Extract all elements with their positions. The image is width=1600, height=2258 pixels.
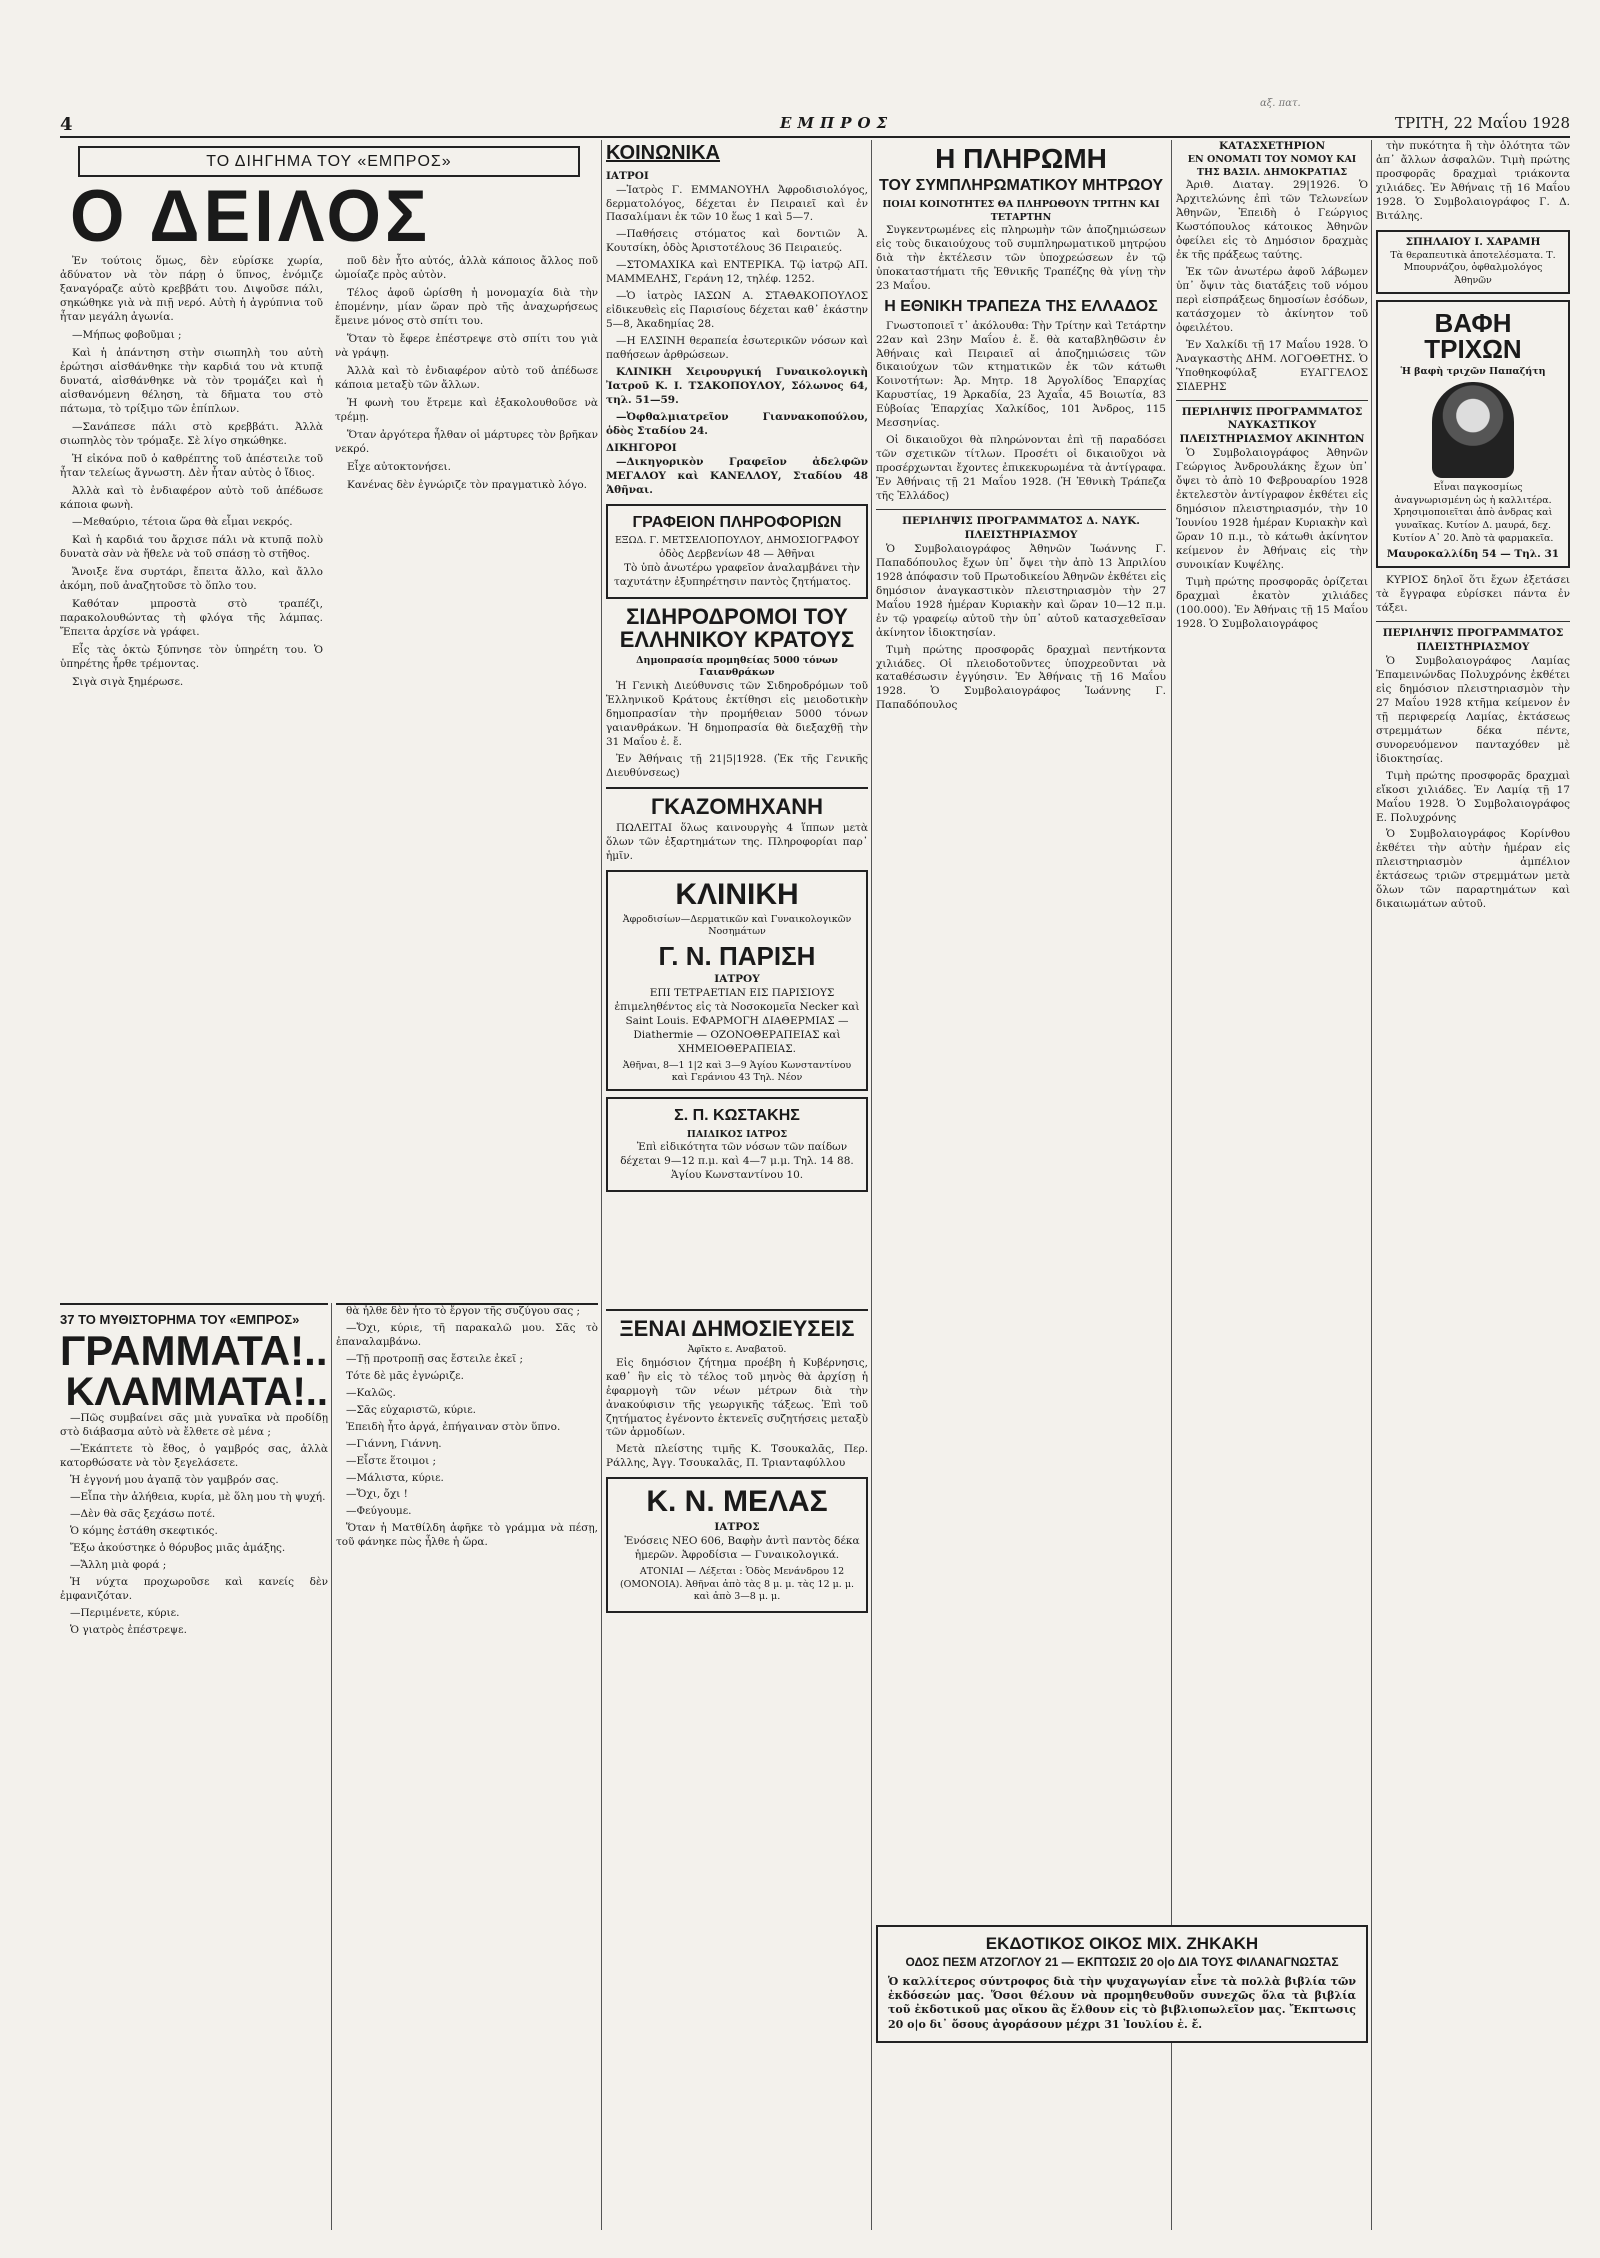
serial-paragraph: —Ὄχι, ὄχι ! <box>346 1488 408 1501</box>
paper-name: ΕΜΠΡΟΣ <box>780 114 894 132</box>
story-paragraph: Καὶ ἡ καρδιά του ἄρχισε πάλι νὰ κτυπᾷ πολὺ δυνατὰ σὰν νὰ ἤθελε νὰ τοῦ σπάσῃ τὸ στῆθος. <box>60 534 323 561</box>
serial-paragraph: Ἔξω ἀκούστηκε ὁ θόρυβος μιᾶς ἁμάξης. <box>70 1541 286 1554</box>
notice-text: ΚΥΡΙΟΣ δηλοῖ ὅτι ἔχων ἐξετάσει τὰ ἔγγραφα εὐρίσκει πάντα ἐν τάξει. <box>1376 574 1570 615</box>
hair-dye-ad <box>1376 300 1570 569</box>
story-paragraph: Σιγὰ σιγὰ ξημέρωσε. <box>72 676 184 688</box>
seizure-heading: ΚΑΤΑΣΧΕΤΗΡΙΟΝ <box>1218 140 1326 152</box>
story-rubric: ΤΟ ΔΙΗΓΗΜΑ ΤΟΥ «ΕΜΠΡΟΣ» <box>78 146 580 177</box>
serial-header: 37 ΤΟ ΜΥΘΙΣΤΟΡΗΜΑ ΤΟΥ «ΕΜΠΡΟΣ» <box>60 1312 300 1327</box>
payment-sub: ΠΟΙΑΙ ΚΟΙΝΟΤΗΤΕΣ ΘΑ ΠΛΗΡΩΘΟΥΝ ΤΡΙΤΗΝ ΚΑΙ ΤΕΤΑΡΤΗΝ <box>882 198 1160 223</box>
divider <box>876 509 1166 510</box>
clinic-address: Ἀθῆναι, 8—1 1|2 καὶ 3—9 Ἁγίου Κωνσταντίνου καὶ Γεράνιου 43 Τηλ. Νέον <box>622 1059 852 1084</box>
serial-title-line2: ΚΛΑΜΜΑΤΑ!.. <box>65 1370 328 1415</box>
seizure-text: Ἀριθ. Διαταγ. 29|1926. Ὁ Ἀρχιτελώνης ἐπὶ τῶν Τελωνείων Ἀθηνῶν, Ἐπειδὴ ὁ Γεώργιος Κωστόπουλος κάτοικος Ἀθηνῶν ὀφείλει εἰς τὸ Δημόσιον δραχμὰς ἐκ τῆς πράξεως ταύτης. <box>1176 179 1368 261</box>
divider <box>1376 621 1570 622</box>
classified-item: —Ὀφθαλμιατρεῖον Γιαννακοπούλου, ὁδὸς Σταδίου 24. <box>606 410 868 437</box>
column-seizure <box>1176 140 1368 1920</box>
auction-text: Τιμὴ πρώτης προσφορᾶς δραχμαὶ εἴκοσι χιλιάδες. Ἐν Λαμίᾳ τῇ 17 Μαΐου 1928. Ὁ Συμβολαιογράφος Ε. Πολυχρόνης <box>1376 769 1570 824</box>
pediatrician-name: Σ. Π. ΚΩΣΤΑΚΗΣ <box>674 1106 800 1124</box>
short-story <box>60 140 598 1300</box>
column-rule <box>1371 140 1372 2230</box>
melas-text: Ἐνόσεις ΝΕΟ 606, Βαφὴν ἀντὶ παντὸς δέκα ἡμερῶν. Ἀφροδίσια — Γυναικολογικά. <box>624 1535 860 1562</box>
serial-paragraph: —Περιμένετε, κύριε. <box>70 1606 180 1619</box>
publisher-title: ΕΚΔΟΤΙΚΟΣ ΟΙΚΟΣ ΜΙΧ. ΖΗΚΑΚΗ <box>985 1934 1259 1953</box>
info-office-ad <box>606 504 868 599</box>
auction-notice-text: Ὁ Συμβολαιογράφος Ἀθηνῶν Ἰωάννης Γ. Παπαδόπουλος ἔχων ὑπ᾿ ὄψει τὴν ἀπὸ 13 Ἀπριλίου 1928 ἀπόφασιν τοῦ Πρωτοδικείου Ἀθηνῶν ἐκθέτει εἰς δημόσιον ἀναγκαστικὸν πλειστηριασμὸν τὴν 27 Μαΐου 1928 ἡμέραν Κυριακὴν καὶ ὥραν 10—12 π.μ. ἐν τῷ γραφείῳ αὐτοῦ τὴν ὑπ᾿ αὐτοῦ κατασχεθεῖσαν ἀκίνητον ἰδιοκτησίαν. <box>876 542 1166 639</box>
serial-paragraph: —Σᾶς εὐχαριστῶ, κύριε. <box>346 1403 477 1416</box>
auction-text: Τιμὴ πρώτης προσφορᾶς ὁρίζεται δραχμαὶ ἑκατὸν χιλιάδες (100.000). Ἐν Ἀθήναις τῇ 15 Μαΐου 1928. Ὁ Συμβολαιογράφος <box>1176 575 1368 630</box>
cave-ad <box>1376 230 1570 294</box>
seizure-sub: ΕΝ ΟΝΟΜΑΤΙ ΤΟΥ ΝΟΜΟΥ ΚΑΙ ΤΗΣ ΒΑΣΙΛ. ΔΗΜΟΚΡΑΤΙΑΣ <box>1187 153 1357 178</box>
pediatrician-ad <box>606 1097 868 1192</box>
classified-item: —ΣΤΟΜΑΧΙΚΑ καὶ ΕΝΤΕΡΙΚΑ. Τῷ ἰατρῷ ΑΠ. ΜΑΜΜΕΛΗΣ, Γεράνη 12, τηλέφ. 1252. <box>606 259 868 286</box>
story-paragraph: Εἶς τὰς ὀκτὼ ξύπνησε τὸν ὑπηρέτη του. Ὁ ὑπηρέτης ἦρθε τρέμοντας. <box>60 644 323 671</box>
story-paragraph: Εἶχε αὐτοκτονήσει. <box>347 460 451 473</box>
serial-paragraph: Τότε δὲ μᾶς ἐγνώριζε. <box>346 1369 464 1382</box>
story-paragraph: Ἐν τούτοις ὅμως, δὲν εὑρίσκε χωρία, ἀδύνατον νὰ τὸν πάρῃ ὁ ὕπνος, ἐνόμιζε ξαναγόραζε αὐτὸ κρεββάτι του. Διψοῦσε πάλι, σηκώθηκε γιὰ νὰ πιῇ νερό. Αὐτὴ ἡ ἀγρύπνια τοῦ ἦταν μεγάλη ἀγωνία. <box>60 255 323 324</box>
auction-heading: ΠΕΡΙΛΗΨΙΣ ΠΡΟΓΡΑΜΜΑΤΟΣ ΝΑΥΚΑΣΤΙΚΟΥ ΠΛΕΙΣΤΗΡΙΑΣΜΟΥ ΑΚΙΝΗΤΩΝ <box>1179 405 1365 446</box>
classified-item: —Η ΕΛΣΙΝΗ θεραπεία ἐσωτερικῶν νόσων καὶ παθήσεων ἀρθρώσεων. <box>606 335 868 362</box>
hair-dye-text: Εἶναι παγκοσμίως ἀναγνωρισμένη ὡς ἡ καλλιτέρα. Χρησιμοποιεῖται ἀπὸ ἀνδρας καὶ γυναῖκας. Κυτίον Δ. μαυρά, δεχ. Κυτίον Α᾿ 20. Ἀπὸ τὰ φαρμακεῖα. <box>1392 482 1554 544</box>
column-rule <box>871 140 872 2230</box>
divider <box>606 787 868 789</box>
foreign-heading: ΞΕΝΑΙ ΔΗΜΟΣΙΕΥΣΕΙΣ <box>619 1316 855 1341</box>
railways-sign: Ἐν Ἀθήναις τῇ 21|5|1928. (Ἐκ τῆς Γενικῆς Διευθύνσεως) <box>606 752 868 779</box>
cave-heading: ΣΠΗΛΑΙΟΥ Ι. ΧΑΡΑΜΗ <box>1405 235 1541 248</box>
woman-portrait-illustration <box>1432 382 1514 478</box>
auction-heading: ΠΕΡΙΛΗΨΙΣ ΠΡΟΓΡΑΜΜΑΤΟΣ ΠΛΕΙΣΤΗΡΙΑΣΜΟΥ <box>1382 627 1564 654</box>
melas-role: ΙΑΤΡΟΣ <box>714 1521 760 1534</box>
payment-title2: ΤΟΥ ΣΥΜΠΛΗΡΩΜΑΤΙΚΟΥ ΜΗΤΡΩΟΥ <box>878 177 1164 195</box>
gas-engine-title: ΓΚΑΖΟΜΗΧΑΝΗ <box>650 793 824 819</box>
serial-paragraph: —Φεύγουμε. <box>346 1505 412 1518</box>
payment-title: Η ΠΛΗΡΩΜΗ <box>935 143 1107 174</box>
info-office-sub: ΕΞΩΔ. Γ. ΜΕΤΣΕΛΙΟΠΟΥΛΟΥ, ΔΗΜΟΣΙΟΓΡΑΦΟΥ <box>615 535 859 547</box>
info-office-title: ΓΡΑΦΕΙΟΝ ΠΛΗΡΟΦΟΡΙΩΝ <box>632 513 842 531</box>
lawyers-subheading: ΔΙΚΗΓΟΡΟΙ <box>606 441 677 454</box>
melas-ad <box>606 1477 868 1613</box>
pediatrician-text: Ἐπὶ εἰδικότητα τῶν νόσων τῶν παίδων δέχεται 9—12 π.μ. καὶ 4—7 μ.μ. Τηλ. 14 88. Ἁγίου Κωνσταντίνου 10. <box>620 1141 854 1182</box>
melas-name: Κ. Ν. ΜΕΛΑΣ <box>646 1485 828 1519</box>
auction-text: Ὁ Συμβολαιογράφος Κορίνθου ἐκθέτει τὴν αὐτὴν ἡμέραν εἰς πλειστηριασμὸν ἀμπέλιον ἐκτάσεως τριῶν στρεμμάτων μετὰ ὅλων τῶν παραρτημάτων καὶ δικαιωμάτων αὐτοῦ. <box>1376 828 1570 911</box>
story-paragraph: —Μεθαύριο, τέτοια ὥρα θὰ εἶμαι νεκρός. <box>72 516 293 529</box>
divider <box>606 1309 868 1311</box>
classified-item: —Παθήσεις στόματος καὶ δοντιῶν Ἀ. Κουτσίκη, ὁδὸς Ἀριστοτέλους 36 Πειραιεύς. <box>606 228 868 255</box>
seizure-text: Ἐκ τῶν ἀνωτέρω ἀφοῦ λάβωμεν ὑπ᾿ ὄψιν τὰς διατάξεις τοῦ νόμου περὶ εἰσπράξεως δημοσίων ἐσόδων, κατάσχομεν τὸ ἀκίνητον τοῦ ὀφειλέτου. <box>1176 265 1368 334</box>
page-number: 4 <box>60 114 73 135</box>
railways-text: Ἡ Γενικὴ Διεύθυνσις τῶν Σιδηροδρόμων τοῦ Ἑλληνικοῦ Κράτους ἐκτίθησι εἰς μειοδοτικὴν δημοπρασίαν τὴν προμήθειαν 5000 τόνων γαιανθράκων. Ἡ δημοπρασία θὰ διεξαχθῇ τὴν 31 Μαΐου ἐ. ἔ. <box>606 680 868 748</box>
story-columns <box>60 255 598 694</box>
column-rule <box>1171 140 1172 2230</box>
column-payment <box>876 140 1166 1920</box>
bank-title: Η ΕΘΝΙΚΗ ΤΡΑΠΕΖΑ ΤΗΣ ΕΛΛΑΔΟΣ <box>884 298 1158 315</box>
serial-paragraph: —Πῶς συμβαίνει σᾶς μιὰ γυναῖκα νὰ προδίδῃ στὸ διάβασμα αὐτὸ νὰ ἔλθετε σὲ μένα ; <box>60 1412 328 1439</box>
clinic-role: ΙΑΤΡΟΥ <box>714 972 760 985</box>
story-paragraph: Καὶ ἡ ἀπάντηση στὴν σιωπηλὴ του αὐτὴ ἐρώτησι αἰσθάνθηκε τὴν καρδιά του νὰ κτυπᾷ δυνατά, αἰσθάνθηκε νὰ τὸν τρομάζει καὶ ἡ αἰσθανόμενη θέληση, τὰ δῆματα του στὸ πάτωμα, τὸ τρίξιμο τῶν ἐπίπλων. <box>60 346 323 415</box>
story-column-left <box>60 255 323 694</box>
classified-item: —Ὁ ἰατρὸς ΙΑΣΩΝ Α. ΣΤΑΘΑΚΟΠΟΥΛΟΣ εἰδικευθεὶς εἰς Παρισίους δέχεται καθ᾿ ἑκάστην 5—8, Ἀκαδημίας 28. <box>606 290 868 331</box>
notice-text: τὴν πυκότητα ἢ τὴν ὁλότητα τῶν ἀπ᾿ ἄλλων ἀσφαλῶν. Τιμὴ πρώτης προσφορᾶς δραχμαὶ τριάκοντα χιλιάδες. Ἐν Ἀθήναις τῇ 16 Μαΐου 1928. Ὁ Συμβολαιογράφος Γ. Δ. Βιτάλης. <box>1376 140 1570 222</box>
hair-dye-sub: Ἡ βαφὴ τριχῶν Παπαζήτη <box>1400 365 1546 377</box>
story-paragraph: —Μήπως φοβοῦμαι ; <box>72 329 182 342</box>
issue-date: ΤΡΙΤΗ, 22 Μαΐου 1928 <box>1395 114 1570 132</box>
serial-title-line1: ΓΡΑΜΜΑΤΑ!.. <box>60 1327 328 1375</box>
info-office-address: ὁδὸς Δερβενίων 48 — Ἀθῆναι <box>659 547 815 560</box>
serial-paragraph: —Καλῶς. <box>346 1386 396 1399</box>
story-paragraph: —Σανάπεσε πάλι στὸ κρεββάτι. Ἀλλὰ σιωπηλὸς τὸν τρόμαξε. Σὲ λίγο σηκώθηκε. <box>60 420 323 447</box>
serial-paragraph: —Μάλιστα, κύριε. <box>346 1471 444 1484</box>
divider <box>1176 400 1368 401</box>
story-column-right <box>335 255 598 694</box>
auction-notice-text: Τιμὴ πρώτης προσφορᾶς δραχμαὶ πεντήκοντα χιλιάδες. Οἱ πλειοδοτοῦντες ὑποχρεοῦνται νὰ καταθέσωσιν ἐγγύησιν. Ἐν Ἀθήναις τῇ 16 Μαΐου 1928. Ὁ Συμβολαιογράφος Ἰωάννης Γ. Παπαδόπουλος <box>876 643 1166 712</box>
classified-item: ΚΛΙΝΙΚΗ Χειρουργική Γυναικολογικὴ Ἰατροῦ Κ. Ι. ΤΣΑΚΟΠΟΥΛΟΥ, Σόλωνος 64, τηλ. 51—59. <box>606 365 868 406</box>
serial-paragraph: Ἡ νύχτα προχωροῦσε καὶ κανείς δὲν ἐμφανιζόταν. <box>60 1575 328 1602</box>
publisher-banner-ad <box>876 1925 1368 2043</box>
melas-address: ΑΤΟΝΙΑΙ — Λέξεται : Ὁδὸς Μενάνδρου 12 (ΟΜΟΝΟΙΑ). Ἀθῆναι ἀπὸ τὰς 8 μ. μ. τὰς 12 μ. μ. καὶ ἀπὸ 3—8 μ. μ. <box>619 1566 855 1603</box>
story-title: Ο ΔΕΙΛΟΣ <box>70 175 432 258</box>
classified-item: —Ἰατρὸς Γ. ΕΜΜΑΝΟΥΗΛ Ἀφροδισιολόγος, δερματολόγος, δέχεται ἐν Πειραιεῖ καὶ ἐν Πασαλίμανι ἐκ τῶν 10 ἕως 1 καὶ 5—7. <box>606 183 868 224</box>
doctors-subheading: ΙΑΤΡΟΙ <box>606 169 649 182</box>
clinic-text: ΕΠΙ ΤΕΤΡΑΕΤΙΑΝ ΕΙΣ ΠΑΡΙΣΙΟΥΣ ἐπιμεληθέντος εἰς τὰ Νοσοκομεῖα Necker καὶ Saint Louis. ΕΦΑΡΜΟΓΗ ΔΙΑΘΕΡΜΙΑΣ — Diathermie — ΟΖΟΝΟΘΕΡΑΠΕΙΑΣ καὶ ΧΗΜΕΙΟΘΕΡΑΠΕΙΑΣ. <box>614 986 860 1055</box>
column-rule <box>331 1303 332 2230</box>
info-office-text: Τὸ ὑπὸ ἀνωτέρω γραφεῖον ἀναλαμβάνει τὴν ταχυτάτην ἐξυπηρέτησιν παντὸς ζητήματος. <box>614 561 860 588</box>
story-paragraph: ποῦ δὲν ἦτο αὐτός, ἀλλὰ κάποιος ἄλλος ποῦ ὡμοίαζε πρὸς αὐτὸν. <box>335 255 598 282</box>
auction-text: Ὁ Συμβολαιογράφος Λαμίας Ἐπαμεινώνδας Πολυχρόνης ἐκθέτει εἰς δημόσιον πλειστηριασμὸν τὴν 27 Μαΐου 1928 κτῆμα κείμενον ἐν τῇ περιφερείᾳ Λαμίας, ἐκτάσεως στρεμμάτων δέκα πέντε, συνορευόμενον πανταχόθεν μὲ ἰδιοκτησίας. <box>1376 655 1570 765</box>
auction-notice-heading: ΠΕΡΙΛΗΨΙΣ ΠΡΟΓΡΑΜΜΑΤΟΣ Δ. ΝΑΥΚ. ΠΛΕΙΣΤΗΡΙΑΣΜΟΥ <box>902 514 1140 541</box>
clinic-doctor: Γ. Ν. ΠΑΡΙΣΗ <box>658 940 816 971</box>
serial-paragraph: Ὅταν ἡ Ματθίλδη ἀφῆκε τὸ γράμμα νὰ πέσῃ, τοῦ φάνηκε πὼς ἦλθε ἡ ὥρα. <box>336 1522 598 1549</box>
story-paragraph: Ὅταν ἀργότερα ἦλθαν οἱ μάρτυρες τὸν βρῆκαν νεκρό. <box>335 428 598 455</box>
clinic-sub: Ἀφροδισίων—Δερματικῶν καὶ Γυναικολογικῶν Νοσημάτων <box>622 913 852 938</box>
auction-text: Ὁ Συμβολαιογράφος Ἀθηνῶν Γεώργιος Ἀνδρουλάκης ἔχων ὑπ᾿ ὄψει τὸ ἀπὸ 10 Φεβρουαρίου 1928 ἐκτελεστὸν ἀντίγραφον ἐκθέτει εἰς δημόσιον πλειστηριασμόν, τὴν 10 Ἰουνίου 1928 ἡμέραν Κυριακὴν καὶ ὥραν 10 π.μ., τὸ κάτωθι ἀκίνητον κείμενον ἐν Ἀθήναις εἰς τὴν συνοικίαν Κυψέλης. <box>1176 447 1368 571</box>
railways-title: ΣΙΔΗΡΟΔΡΟΜΟΙ ΤΟΥ ΕΛΛΗΝΙΚΟΥ ΚΡΑΤΟΥΣ <box>619 603 855 652</box>
seizure-sign: Ἐν Χαλκίδι τῇ 17 Μαΐου 1928. Ὁ Ἀναγκαστὴς ΔΗΜ. ΛΟΓΟΘΕΤΗΣ. Ὁ Ὑποθηκοφύλαξ ΕΥΑΓΓΕΛΟΣ ΣΙΔΕΡΗΣ <box>1176 338 1368 393</box>
story-paragraph: Ὅταν τὸ ἔφερε ἐπέστρεψε στὸ σπίτι του γιὰ νὰ γράψῃ. <box>335 333 598 359</box>
serial-paragraph: —Τῇ προτροπῇ σας ἔστειλε ἐκεῖ ; <box>346 1352 524 1365</box>
classified-item: —Δικηγορικὸν Γραφεῖον ἀδελφῶν ΜΕΓΑΛΟΥ καὶ ΚΑΝΕΛΛΟΥ, Σταδίου 48 Ἀθῆναι. <box>606 455 868 496</box>
masthead <box>60 112 1570 138</box>
serial-paragraph: Ἐπειδὴ ἦτο ἀργά, ἐπήγαιναν στὸν ὕπνο. <box>346 1420 561 1433</box>
column-rule <box>601 140 602 2230</box>
social-heading: ΚΟΙΝΩΝΙΚΑ <box>606 142 721 164</box>
foreign-intro: Ἀφῖκτο ε. Αναβατοῦ. <box>687 1344 787 1356</box>
story-paragraph: Τέλος ἀφοῦ ὡρίσθη ἡ μονομαχία διὰ τὴν ἑπομένην, μίαν ὥραν πρὸ τῆς ἀναχωρήσεως ἔμεινε μόνος στὸ σπίτι του. <box>335 287 598 328</box>
serial-paragraph: —Ἐκάπτετε τὸ ἔθος, ὁ γαμβρός σας, ἀλλὰ κατορθώσατε νὰ τὸν ξεγελάσετε. <box>60 1443 328 1470</box>
story-paragraph: Ἡ εἰκόνα ποῦ ὁ καθρέπτης τοῦ ἀπέστειλε τοῦ ἦταν τελείως ἄγνωστη. Δὲν ἦταν αὐτὸς ὁ ἴδιος. <box>60 452 323 479</box>
publisher-sub: ΟΔΟΣ ΠΕΣΜ ΑΤΖΟΓΛΟΥ 21 — ΕΚΠΤΩΣΙΣ 20 ο|ο ΔΙΑ ΤΟΥΣ ΦΙΛΑΝΑΓΝΩΣΤΑΣ <box>905 1955 1339 1970</box>
story-paragraph: Ἀλλὰ καὶ τὸ ἐνδιαφέρον αὐτὸ τοῦ ἀπέδωσε κάποια μεταξὺ τῶν ἄλλων. <box>335 364 598 391</box>
serial-paragraph: —Ὄχι, κύριε, τῆ παρακαλῶ μου. Σᾶς τὸ ἐπαναλαμβάνω. <box>336 1321 598 1348</box>
clinic-title: ΚΛΙΝΙΚΗ <box>675 877 799 911</box>
story-paragraph: Ἡ φωνὴ του ἔτρεμε καὶ ἐξακολουθοῦσε νὰ τρέμῃ. <box>335 396 598 423</box>
serial-paragraph: —Εἶστε ἕτοιμοι ; <box>346 1454 437 1467</box>
bank-text: Γνωστοποιεῖ τ᾿ ἀκόλουθα: Τὴν Τρίτην καὶ Τετάρτην 22αν καὶ 23ην Μαΐου ἐ. ἔ. θὰ καταβληθῶσιν ἐν Ἀθήναις καὶ Πειραιεῖ αἱ ἀποζημιώσεις τῶν δικαιούχων τῶν κτηματικῶν ἐκ τῶν κάτωθι Κοινοτήτων: Ἀρ. Μητρ. 18 Ἀργολίδος Ἐπαρχίας Καρυστίας, 19 Ἀρκαδία, 23 Ἀχαΐα, 45 Βοιωτία, 83 Εὐβοίας Ἐπαρχίας Χαλκίδος, 101 Ἀνδρος, 115 Μεσσηνίας. <box>876 319 1166 430</box>
serial-paragraph: Ἡ ἐγγονή μου ἀγαπᾷ τὸν γαμβρόν σας. <box>70 1474 279 1487</box>
story-paragraph: Ἄνοιξε ἕνα συρτάρι, ἔπειτα ἄλλο, καὶ ἄλλο ἀκόμη, ποῦ ἀναζητοῦσε τὸ ὅπλο του. <box>60 566 323 593</box>
payment-text: Συγκεντρωμένες εἰς πληρωμὴν τῶν ἀποζημιώσεων εἰς τοὺς δικαιούχους τοῦ συμπληρωματικοῦ μητρῴου διὰ τὴν ἐκτέλεσιν τῶν ὑποχρεώσεων ἐν τῷ ὑποκαταστήματι τῆς Ἐθνικῆς Τραπέζης θὰ γίνῃ τὴν 23 Μαΐου. <box>876 224 1166 293</box>
serial-paragraph: —Ἄλλη μιὰ φορά ; <box>70 1558 167 1571</box>
hair-dye-address: Μαυροκαλλίδη 54 — Τηλ. 31 <box>1386 548 1560 561</box>
publisher-text: Ὁ καλλίτερος σύντροφος διὰ τὴν ψυχαγωγίαν εἶνε τὰ πολλὰ βιβλία τῶν ἐκδόσεών μας. Ὅσοι θέλουν νὰ προμηθευθοῦν συνεχῶς ὅλα τὰ βιβλία τοῦ ἐκδοτικοῦ μας οἴκου ἂς ἔλθουν εἰς τὸ βιβλιοπωλεῖον μας. Ἔκπτωσις 20 ο|ο δι᾿ ὅσους ἀγοράσουν μέχρι 31 Ἰουλίου ἐ. ἔ. <box>888 1974 1356 2031</box>
serial-paragraph: θὰ ἦλθε δὲν ἦτο τὸ ἔργον τῆς συζύγου σας ; <box>346 1305 581 1317</box>
archive-stamp: αξ. πατ. <box>1260 98 1301 109</box>
foreign-sign: Μετὰ πλείστης τιμῆς Κ. Τσουκαλᾶς, Περ. Ράλλης, Ἀγγ. Τσουκαλᾶς, Π. Τριανταφύλλου <box>606 1443 868 1470</box>
serial-paragraph: —Δὲν θὰ σᾶς ξεχάσω ποτέ. <box>70 1508 216 1520</box>
serial-paragraph: —Εἶπα τὴν ἀλήθεια, κυρία, μὲ ὅλη μου τὴ ψυχή. <box>70 1491 326 1504</box>
cave-text: Τὰ θεραπευτικὰ ἀποτελέσματα. Τ. Μπουρνάζου, ὀφθαλμολόγος Ἀθηνῶν <box>1390 249 1556 286</box>
story-paragraph: Καθόταν μπροστὰ στὸ τραπέζι, παρακολουθώντας τὴ φλόγα τῆς λάμπας. Ἔπειτα ἀρχίσε νὰ γράφει. <box>60 598 323 639</box>
column-foreign <box>606 1303 868 1923</box>
serial-novel-continued <box>336 1303 598 2232</box>
gas-engine-text: ΠΩΛΕΙΤΑΙ ὅλως καινουργὴς 4 ἵππων μετὰ ὅλων τῶν ἐξαρτημάτων της. Πληροφορίαι παρ᾿ ἡμῖν. <box>606 821 868 862</box>
railways-sub: Δημοπρασία προμηθείας 5000 τόνων Γαιανθράκων <box>636 654 838 679</box>
bank-text: Οἱ δικαιοῦχοι θὰ πληρώνονται ἐπὶ τῇ παραδόσει τῶν σχετικῶν τίτλων. Προσέτι οἱ δικαιοῦχοι νὰ προσέρχωνται ἔχοντες ἐπικεκυρωμένα τὰ ἀντίγραφα. Ἐν Ἀθήναις τῇ 21 Μαΐου 1928. (Ἡ Ἐθνικὴ Τράπεζα τῆς Ἑλλάδος) <box>876 434 1166 503</box>
hair-dye-title: ΒΑΦΗ ΤΡΙΧΩΝ <box>1424 307 1522 364</box>
pediatrician-role: ΠΑΙΔΙΚΟΣ ΙΑΤΡΟΣ <box>686 1128 788 1140</box>
clinic-ad <box>606 870 868 1091</box>
serial-paragraph: Ὁ κόμης ἐστάθη σκεφτικός. <box>70 1524 218 1537</box>
column-ads <box>1376 140 1570 2230</box>
serial-novel <box>60 1303 328 2232</box>
story-paragraph: Ἀλλὰ καὶ τὸ ἐνδιαφέρον αὐτὸ τοῦ ἀπέδωσε κάποια φωνὴ. <box>60 484 323 511</box>
foreign-text: Εἰς δημόσιον ζήτημα προέβη ἡ Κυβέρνησις, καθ᾿ ἣν εἰς τὸ τέλος τοῦ μηνὸς θὰ ἀρχίσῃ ἡ ἐφαρμογὴ τῶν νέων μέτρων διὰ τὴν ἀνακούφισιν τῆς γεωργικῆς τάξεως. Ἐπὶ τοῦ ζητήματος ἐγένοντο ἐκτενεῖς συζητήσεις μεταξὺ τῶν ἁρμοδίων. <box>606 1356 868 1439</box>
serial-paragraph: —Γιάννη, Γιάννη. <box>346 1437 442 1450</box>
column-classifieds <box>606 140 868 1300</box>
serial-paragraph: Ὁ γιατρὸς ἐπέστρεψε. <box>70 1623 187 1636</box>
story-paragraph: Κανένας δὲν ἐγνώριζε τὸν πραγματικὸ λόγο. <box>347 478 588 491</box>
